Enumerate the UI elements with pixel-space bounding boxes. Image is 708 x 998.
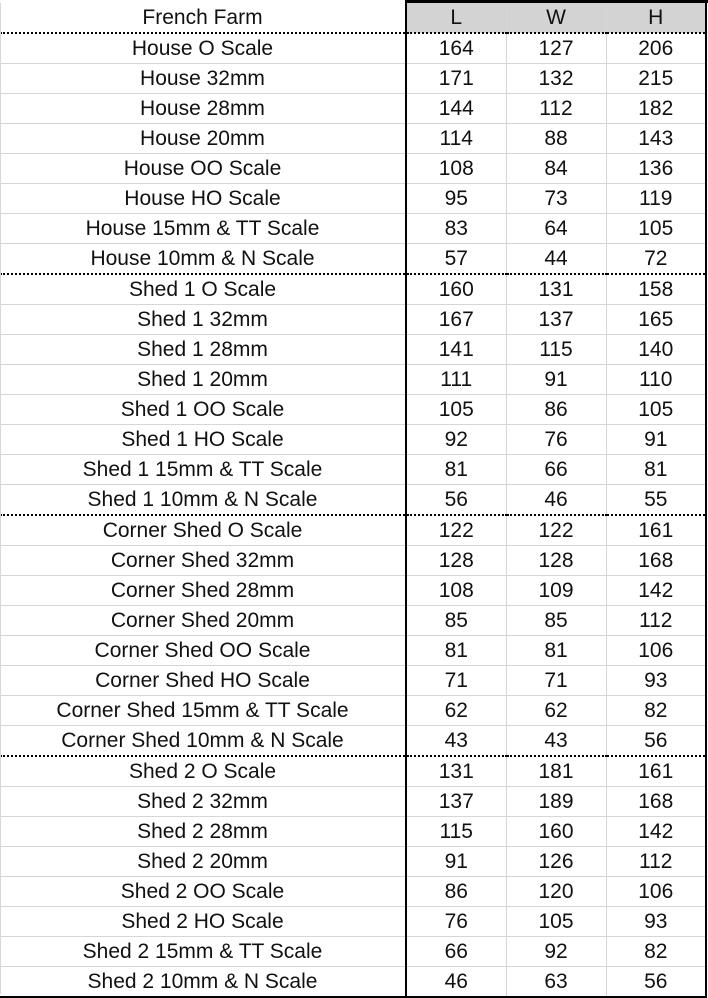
cell-length[interactable]: 91 <box>406 847 506 877</box>
cell-length[interactable]: 81 <box>406 455 506 485</box>
table-row <box>0 726 706 757</box>
cell-width[interactable]: 81 <box>506 636 606 666</box>
table-row <box>0 485 706 516</box>
cell-width[interactable]: 122 <box>506 515 606 546</box>
cell-length[interactable]: 85 <box>406 606 506 636</box>
table-row <box>0 154 706 184</box>
cell-name[interactable]: Shed 2 10mm & N Scale <box>0 967 406 998</box>
cell-width[interactable]: 115 <box>506 335 606 365</box>
cell-name[interactable]: Shed 1 O Scale <box>0 274 406 305</box>
cell-width[interactable]: 85 <box>506 606 606 636</box>
left-gridline <box>0 3 1 994</box>
cell-length[interactable]: 81 <box>406 636 506 666</box>
cell-length[interactable]: 92 <box>406 425 506 455</box>
table-row <box>0 33 706 64</box>
cell-name[interactable]: Shed 2 20mm <box>0 847 406 877</box>
cell-height[interactable]: 105 <box>606 395 706 425</box>
cell-width[interactable]: 189 <box>506 787 606 817</box>
table-row <box>0 274 706 305</box>
cell-length[interactable]: 171 <box>406 64 506 94</box>
cell-length[interactable]: 108 <box>406 576 506 606</box>
cell-length[interactable]: 46 <box>406 967 506 998</box>
cell-name[interactable]: Corner Shed 28mm <box>0 576 406 606</box>
cell-width[interactable]: 71 <box>506 666 606 696</box>
cell-length[interactable]: 111 <box>406 365 506 395</box>
cell-height[interactable]: 93 <box>606 907 706 937</box>
cell-name[interactable]: House OO Scale <box>0 154 406 184</box>
cell-width[interactable]: 46 <box>506 485 606 516</box>
table-row <box>0 787 706 817</box>
table-row <box>0 967 706 998</box>
table-row <box>0 395 706 425</box>
cell-height[interactable]: 105 <box>606 214 706 244</box>
cell-width[interactable]: 137 <box>506 305 606 335</box>
cell-height[interactable]: 112 <box>606 606 706 636</box>
cell-height[interactable]: 140 <box>606 335 706 365</box>
cell-length[interactable]: 128 <box>406 546 506 576</box>
table-row <box>0 515 706 546</box>
cell-name[interactable]: Shed 2 15mm & TT Scale <box>0 937 406 967</box>
cell-length[interactable]: 115 <box>406 817 506 847</box>
table-row <box>0 425 706 455</box>
cell-name[interactable]: Shed 1 28mm <box>0 335 406 365</box>
cell-height[interactable]: 91 <box>606 425 706 455</box>
table-row <box>0 666 706 696</box>
cell-length[interactable]: 167 <box>406 305 506 335</box>
cell-length[interactable]: 86 <box>406 877 506 907</box>
cell-height[interactable]: 82 <box>606 937 706 967</box>
cell-width[interactable]: 91 <box>506 365 606 395</box>
cell-width[interactable]: 73 <box>506 184 606 214</box>
cell-width[interactable]: 131 <box>506 274 606 305</box>
table-row <box>0 305 706 335</box>
table-row <box>0 606 706 636</box>
table-row <box>0 214 706 244</box>
cell-name[interactable]: Shed 2 28mm <box>0 817 406 847</box>
header-cell-name[interactable]: French Farm <box>0 3 406 33</box>
cell-length[interactable]: 66 <box>406 937 506 967</box>
cell-height[interactable]: 112 <box>606 847 706 877</box>
table-row <box>0 756 706 787</box>
table-row <box>0 184 706 214</box>
header-row <box>0 3 706 33</box>
table-row <box>0 907 706 937</box>
cell-width[interactable]: 128 <box>506 546 606 576</box>
cell-name[interactable]: House 20mm <box>0 124 406 154</box>
cell-name[interactable]: Shed 1 32mm <box>0 305 406 335</box>
cell-name[interactable]: Shed 1 HO Scale <box>0 425 406 455</box>
table-row <box>0 636 706 666</box>
cell-name[interactable]: House 10mm & N Scale <box>0 244 406 275</box>
cell-width[interactable]: 44 <box>506 244 606 275</box>
table-body <box>0 33 706 997</box>
cell-height[interactable]: 93 <box>606 666 706 696</box>
cell-height[interactable]: 165 <box>606 305 706 335</box>
cell-width[interactable]: 63 <box>506 967 606 998</box>
cell-length[interactable]: 137 <box>406 787 506 817</box>
table-row <box>0 937 706 967</box>
cell-length[interactable]: 57 <box>406 244 506 275</box>
cell-length[interactable]: 83 <box>406 214 506 244</box>
cell-height[interactable]: 56 <box>606 967 706 998</box>
cell-height[interactable]: 119 <box>606 184 706 214</box>
cell-length[interactable]: 56 <box>406 485 506 516</box>
cell-height[interactable]: 81 <box>606 455 706 485</box>
table-row <box>0 817 706 847</box>
cell-width[interactable]: 105 <box>506 907 606 937</box>
table-row <box>0 94 706 124</box>
header-cell-height[interactable]: H <box>606 3 706 33</box>
cell-name[interactable]: Corner Shed HO Scale <box>0 666 406 696</box>
cell-width[interactable]: 62 <box>506 696 606 726</box>
cell-name[interactable]: Shed 2 32mm <box>0 787 406 817</box>
cell-height[interactable]: 56 <box>606 726 706 757</box>
cell-height[interactable]: 168 <box>606 787 706 817</box>
cell-name[interactable]: Corner Shed O Scale <box>0 515 406 546</box>
cell-height[interactable]: 72 <box>606 244 706 275</box>
cell-width[interactable]: 88 <box>506 124 606 154</box>
cell-name[interactable]: Corner Shed 15mm & TT Scale <box>0 696 406 726</box>
cell-height[interactable]: 82 <box>606 696 706 726</box>
cell-height[interactable]: 142 <box>606 576 706 606</box>
cell-length[interactable]: 164 <box>406 33 506 64</box>
cell-name[interactable]: House O Scale <box>0 33 406 64</box>
cell-name[interactable]: Shed 1 OO Scale <box>0 395 406 425</box>
cell-length[interactable]: 131 <box>406 756 506 787</box>
cell-name[interactable]: Shed 2 O Scale <box>0 756 406 787</box>
table-row <box>0 244 706 275</box>
cell-height[interactable]: 158 <box>606 274 706 305</box>
cell-name[interactable]: Corner Shed OO Scale <box>0 636 406 666</box>
cell-name[interactable]: House 32mm <box>0 64 406 94</box>
table-row <box>0 124 706 154</box>
table-row <box>0 576 706 606</box>
table-row <box>0 696 706 726</box>
cell-height[interactable]: 168 <box>606 546 706 576</box>
dimensions-table <box>0 3 707 998</box>
cell-height[interactable]: 142 <box>606 817 706 847</box>
cell-width[interactable]: 112 <box>506 94 606 124</box>
cell-height[interactable]: 143 <box>606 124 706 154</box>
cell-name[interactable]: House HO Scale <box>0 184 406 214</box>
cell-name[interactable]: Corner Shed 20mm <box>0 606 406 636</box>
cell-length[interactable]: 144 <box>406 94 506 124</box>
cell-length[interactable]: 141 <box>406 335 506 365</box>
table-row <box>0 365 706 395</box>
cell-height[interactable]: 106 <box>606 636 706 666</box>
cell-height[interactable]: 215 <box>606 64 706 94</box>
cell-length[interactable]: 71 <box>406 666 506 696</box>
cell-width[interactable]: 92 <box>506 937 606 967</box>
table-row <box>0 455 706 485</box>
cell-length[interactable]: 62 <box>406 696 506 726</box>
cell-width[interactable]: 132 <box>506 64 606 94</box>
cell-name[interactable]: Corner Shed 10mm & N Scale <box>0 726 406 757</box>
header-cell-width[interactable]: W <box>506 3 606 33</box>
header-cell-length[interactable]: L <box>406 3 506 33</box>
cell-name[interactable]: House 15mm & TT Scale <box>0 214 406 244</box>
cell-height[interactable]: 136 <box>606 154 706 184</box>
table-row <box>0 335 706 365</box>
table-row <box>0 64 706 94</box>
cell-name[interactable]: Shed 2 OO Scale <box>0 877 406 907</box>
table-row <box>0 847 706 877</box>
cell-length[interactable]: 108 <box>406 154 506 184</box>
cell-length[interactable]: 43 <box>406 726 506 757</box>
cell-height[interactable]: 182 <box>606 94 706 124</box>
cell-height[interactable]: 161 <box>606 756 706 787</box>
cell-width[interactable]: 64 <box>506 214 606 244</box>
cell-length[interactable]: 114 <box>406 124 506 154</box>
cell-length[interactable]: 95 <box>406 184 506 214</box>
cell-width[interactable]: 181 <box>506 756 606 787</box>
cell-name[interactable]: Corner Shed 32mm <box>0 546 406 576</box>
cell-width[interactable]: 109 <box>506 576 606 606</box>
cell-width[interactable]: 76 <box>506 425 606 455</box>
cell-height[interactable]: 106 <box>606 877 706 907</box>
cell-name[interactable]: Shed 1 20mm <box>0 365 406 395</box>
cell-width[interactable]: 66 <box>506 455 606 485</box>
cell-length[interactable]: 160 <box>406 274 506 305</box>
cell-width[interactable]: 127 <box>506 33 606 64</box>
cell-height[interactable]: 161 <box>606 515 706 546</box>
cell-height[interactable]: 110 <box>606 365 706 395</box>
cell-width[interactable]: 126 <box>506 847 606 877</box>
cell-name[interactable]: Shed 1 10mm & N Scale <box>0 485 406 516</box>
cell-length[interactable]: 122 <box>406 515 506 546</box>
cell-width[interactable]: 84 <box>506 154 606 184</box>
cell-name[interactable]: Shed 2 HO Scale <box>0 907 406 937</box>
cell-width[interactable]: 160 <box>506 817 606 847</box>
cell-height[interactable]: 55 <box>606 485 706 516</box>
cell-length[interactable]: 105 <box>406 395 506 425</box>
cell-height[interactable]: 206 <box>606 33 706 64</box>
table-row <box>0 546 706 576</box>
cell-width[interactable]: 86 <box>506 395 606 425</box>
cell-length[interactable]: 76 <box>406 907 506 937</box>
cell-name[interactable]: House 28mm <box>0 94 406 124</box>
cell-width[interactable]: 120 <box>506 877 606 907</box>
cell-name[interactable]: Shed 1 15mm & TT Scale <box>0 455 406 485</box>
table-row <box>0 877 706 907</box>
cell-width[interactable]: 43 <box>506 726 606 757</box>
